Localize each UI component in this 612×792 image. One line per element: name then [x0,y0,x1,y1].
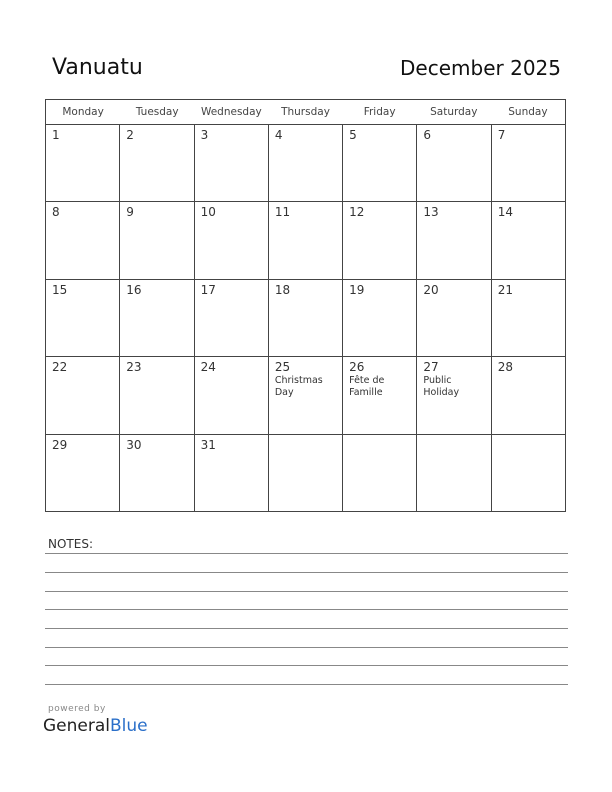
day-number: 25 [274,360,291,375]
day-cell [46,202,120,278]
weekday-label: Sunday [508,106,548,118]
day-number: 29 [52,437,68,452]
notes-line [45,628,568,629]
day-cell [492,435,565,511]
weekday-label: Monday [62,106,104,118]
day-cell [343,202,417,278]
day-cell [195,357,269,433]
holiday-label: Christmas Day [274,375,323,399]
day-cell [195,280,269,356]
weekday-label: Tuesday [135,106,179,118]
day-cell [46,280,120,356]
notes-line [45,553,568,554]
day-cell [269,357,343,433]
day-number: 14 [497,205,513,220]
day-number: 1 [52,128,60,142]
day-number: 19 [349,282,365,297]
notes-line [45,647,568,648]
day-number: 13 [423,205,439,220]
day-cell [120,125,194,201]
weekday-header [46,100,565,125]
powered-by-text: powered by [48,704,106,714]
week-row [46,202,565,279]
week-row [46,280,565,357]
weekday-label: Saturday [430,106,478,118]
day-number: 3 [200,128,209,142]
day-number: 28 [497,360,513,375]
day-cell [492,280,565,356]
week-row [46,435,565,511]
day-cell [343,435,417,511]
day-number: 22 [52,360,68,375]
day-cell [343,280,417,356]
day-number: 6 [423,128,432,142]
day-cell [343,125,417,201]
week-row [46,357,565,434]
day-cell [46,125,120,201]
notes-label: NOTES: [48,537,93,551]
country-title: Vanuatu [52,55,143,80]
day-cell [269,280,343,356]
day-number: 26 [349,360,365,375]
day-number: 9 [126,205,134,220]
day-number: 16 [126,282,142,297]
day-number: 15 [52,282,68,297]
day-cell [195,202,269,278]
holiday-label: Fête de Famille [349,375,385,399]
day-number: 17 [200,282,216,297]
day-number: 5 [349,128,357,142]
day-cell [46,357,120,433]
brand-general: General [43,716,110,736]
day-number: 10 [200,205,216,220]
weekday-label: Thursday [281,106,330,118]
holiday-label: Public Holiday [423,375,460,399]
day-cell [269,435,343,511]
month-title: December 2025 [400,56,561,80]
day-cell [492,125,565,201]
day-number: 11 [274,205,291,220]
day-number: 23 [126,360,142,375]
day-cell [46,435,120,511]
day-cell [343,357,417,433]
calendar-grid [45,99,566,512]
day-cell [417,125,491,201]
notes-line [45,609,568,610]
brand-blue: Blue [110,716,148,736]
day-cell [195,125,269,201]
weekday-label: Friday [363,106,396,118]
day-cell [417,435,491,511]
day-cell [269,125,343,201]
day-cell [417,202,491,278]
day-cell [417,357,491,433]
notes-line [45,684,568,685]
day-cell [120,202,194,278]
day-cell [120,357,194,433]
day-cell [195,435,269,511]
day-number: 20 [423,282,439,297]
calendar-weeks [46,125,565,511]
generalblue-logo[interactable] [43,716,148,736]
day-cell [120,435,194,511]
day-cell [492,202,565,278]
day-number: 2 [126,128,134,142]
day-number: 7 [497,128,506,142]
day-number: 31 [200,437,216,452]
day-number: 8 [52,205,60,220]
notes-line [45,572,568,573]
day-number: 21 [497,282,513,297]
day-number: 27 [423,360,439,375]
weekday-label: Wednesday [200,106,262,118]
day-cell [120,280,194,356]
day-number: 12 [349,205,365,220]
notes-line [45,591,568,592]
day-number: 4 [274,128,283,142]
day-cell [492,357,565,433]
day-number: 18 [274,282,291,297]
day-cell [269,202,343,278]
week-row [46,125,565,202]
day-cell [417,280,491,356]
day-number: 30 [126,437,142,452]
notes-line [45,665,568,666]
day-number: 24 [200,360,216,375]
